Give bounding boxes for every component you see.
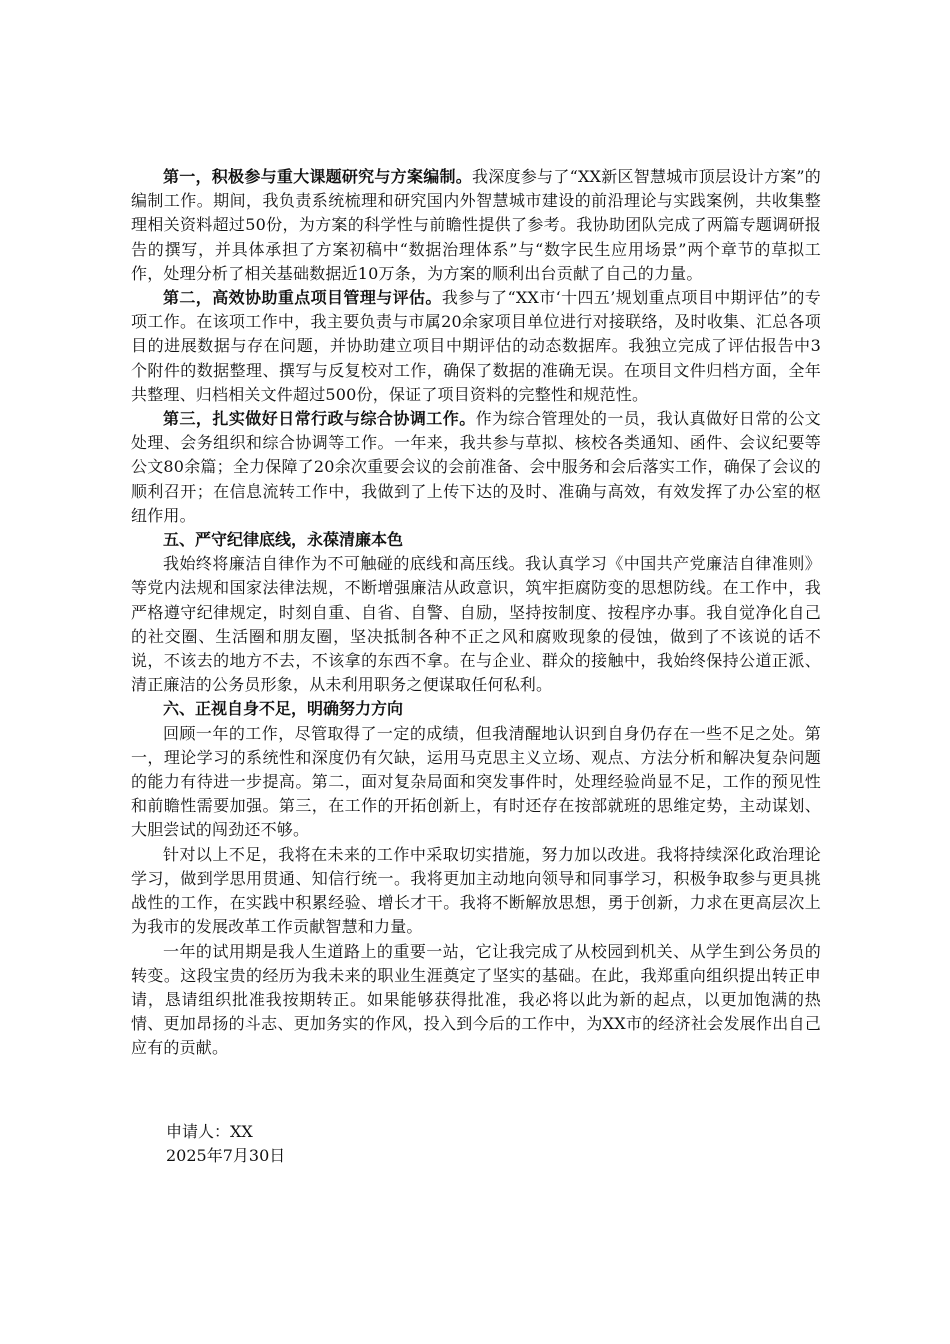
section-heading-6: 六、正视自身不足，明确努力方向 — [163, 699, 404, 719]
paragraph-3 — [131, 407, 821, 528]
paragraph-improvements — [131, 843, 821, 940]
paragraph-integrity — [131, 552, 821, 697]
paragraph-lead: 第三，扎实做好日常行政与综合协调工作。 — [163, 409, 476, 429]
signature-block — [166, 1120, 285, 1168]
application-date: 2025年7月30日 — [166, 1146, 286, 1166]
paragraph-shortcomings — [131, 722, 821, 843]
paragraph-text: 针对以上不足，我将在未来的工作中采取切实措施，努力加以改进。我将持续深化政治理论学习，做到学思用贯通、知信行统一。我将更加主动地向领导和同事学习，积极争取参与更具挑战性的工作，在实践中积累经验、增长才干。我将不断解放思想，勇于创新，力求在更高层次上为我市的发展改革工作贡献智慧和力量。 — [131, 844, 821, 937]
paragraph-text: 我参与了“XX市‘十四五’规划重点项目中期评估”的专项工作。在该项工作中，我主要负责与市属20余家项目单位进行对接联络，及时收集、汇总各项目的进展数据与存在问题，并协助建立项目中期评估的动态数据库。我独立完成了评估报告中3个附件的数据整理、撰写与反复校对工作，确保了数据的准确无误。在项目文件归档方面，全年共整理、归档相关文件超过500份，保证了项目资料的完整性和规范性。 — [131, 288, 822, 404]
paragraph-lead: 第二，高效协助重点项目管理与评估。 — [163, 288, 442, 308]
paragraph-text: 我深度参与了“XX新区智慧城市顶层设计方案”的编制工作。期间，我负责系统梳理和研究国内外智慧城市建设的前沿理论与实践案例，共收集整理相关资料超过50份，为方案的科学性与前瞻性提供了参考。我协助团队完成了两篇专题调研报告的撰写，并具体承担了方案初稿中“数据治理体系”与“数字民生应用场景”两个章节的草拟工作，处理分析了相关基础数据近10万条，为方案的顺利出台贡献了自己的力量。 — [131, 167, 821, 283]
paragraph-1 — [131, 165, 821, 286]
paragraph-2 — [131, 286, 821, 407]
document-body — [131, 165, 821, 1061]
applicant-name: 申请人：XX — [166, 1122, 253, 1141]
section-heading-5: 五、严守纪律底线，永葆清廉本色 — [163, 530, 404, 550]
paragraph-lead: 第一，积极参与重大课题研究与方案编制。 — [163, 167, 472, 186]
paragraph-text: 一年的试用期是我人生道路上的重要一站，它让我完成了从校园到机关、从学生到公务员的转变。这段宝贵的经历为我未来的职业生涯奠定了坚实的基础。在此，我郑重向组织提出转正申请，恳请组织批准我按期转正。如果能够获得批准，我必将以此为新的起点，以更加饱满的热情、更加昂扬的斗志、更加务实的作风，投入到今后的工作中，为XX市的经济社会发展作出自己应有的贡献。 — [131, 941, 821, 1058]
paragraph-text: 回顾一年的工作，尽管取得了一定的成绩，但我清醒地认识到自身仍存在一些不足之处。第一，理论学习的系统性和深度仍有欠缺，运用马克思主义立场、观点、方法分析和解决复杂问题的能力有待进一步提高。第二，面对复杂局面和突发事件时，处理经验尚显不足，工作的预见性和前瞻性需要加强。第三，在工作的开拓创新上，有时还存在按部就班的思维定势，主动谋划、大胆尝试的闯劲还不够。 — [131, 723, 821, 840]
paragraph-conclusion — [131, 940, 821, 1061]
paragraph-text: 我始终将廉洁自律作为不可触碰的底线和高压线。我认真学习《中国共产党廉洁自律准则》等党内法规和国家法律法规，不断增强廉洁从政意识，筑牢拒腐防变的思想防线。在工作中，我严格遵守纪律规定，时刻自重、自省、自警、自励，坚持按制度、按程序办事。我自觉净化自己的社交圈、生活圈和朋友圈，坚决抵制各种不正之风和腐败现象的侵蚀，做到了不该说的话不说，不该去的地方不去，不该拿的东西不拿。在与企业、群众的接触中，我始终保持公道正派、清正廉洁的公务员形象，从未利用职务之便谋取任何私利。 — [131, 554, 821, 695]
paragraph-text: 作为综合管理处的一员，我认真做好日常的公文处理、会务组织和综合协调等工作。一年来，我共参与草拟、核校各类通知、函件、会议纪要等公文80余篇；全力保障了20余次重要会议的会前准备、会中服务和会后落实工作，确保了会议的顺利召开；在信息流转工作中，我做到了上传下达的及时、准确与高效，有效发挥了办公室的枢纽作用。 — [131, 409, 821, 525]
